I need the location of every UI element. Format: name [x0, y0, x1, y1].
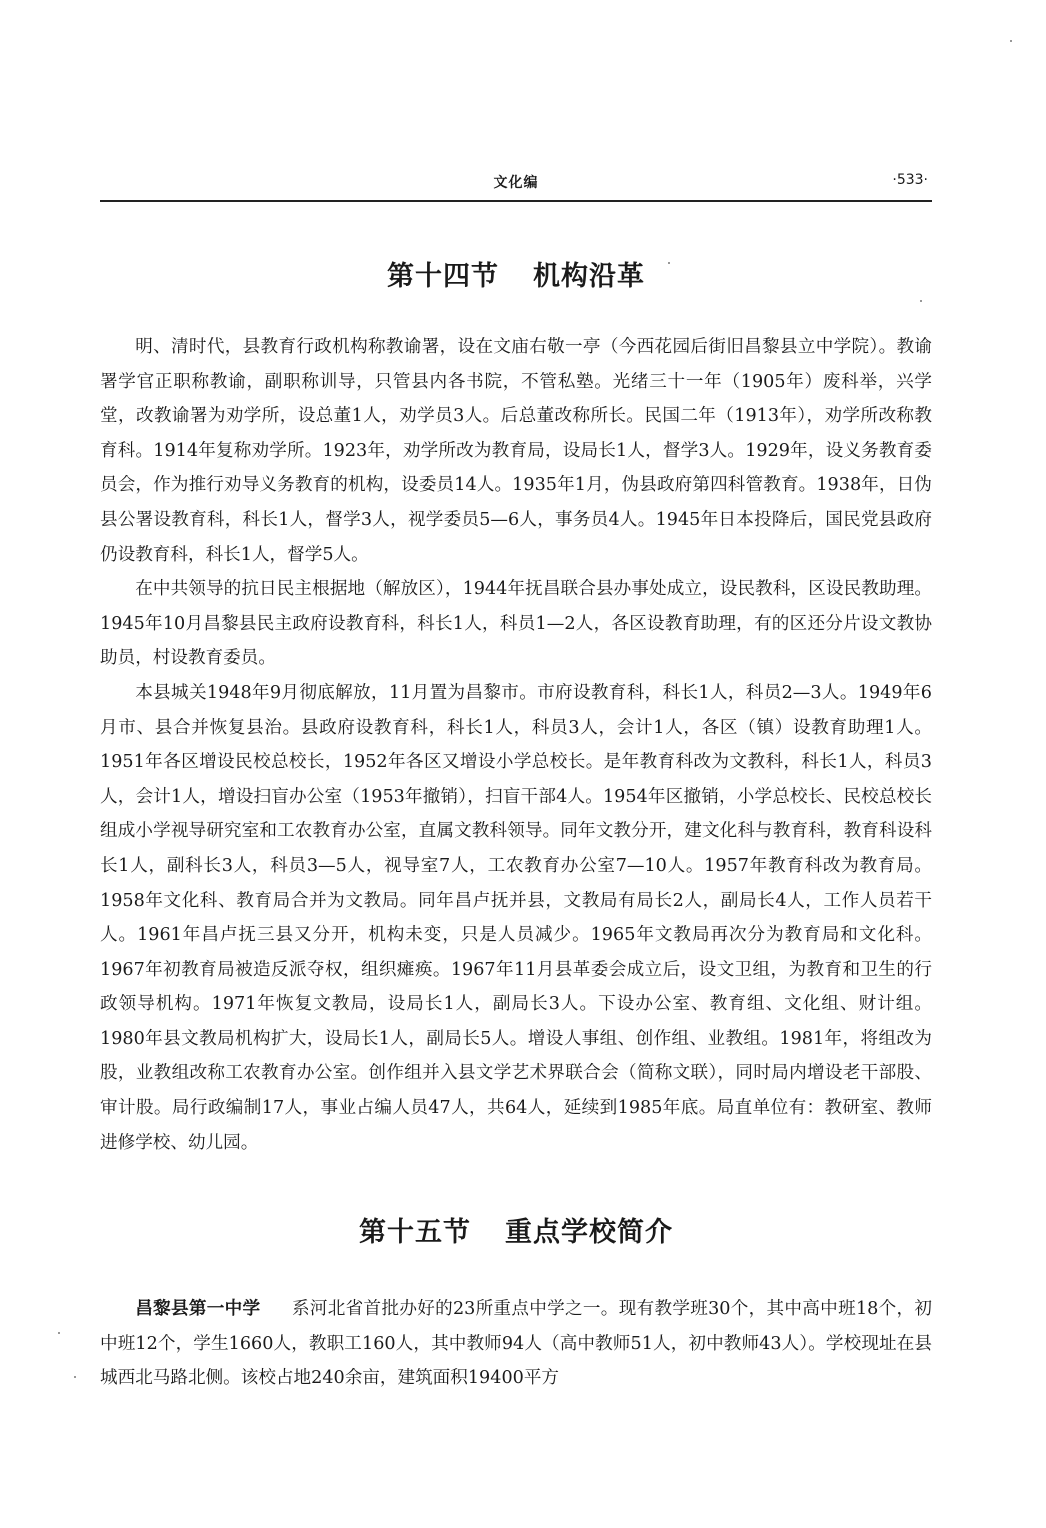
section-14-number: 第十四节	[387, 261, 499, 292]
scan-speck	[920, 300, 922, 302]
section-15-number: 第十五节	[359, 1217, 471, 1248]
section-14-body	[100, 330, 932, 1160]
section-15-heading	[100, 1210, 932, 1249]
section-14-heading	[100, 254, 932, 293]
page-number: ·533·	[892, 172, 928, 188]
section-14-title: 机构沿革	[533, 261, 645, 292]
section-15-body	[100, 1292, 932, 1396]
scan-speck	[74, 1376, 76, 1378]
paragraph	[100, 1292, 932, 1396]
running-title: 文化编	[493, 175, 539, 191]
paragraph: 明、清时代，县教育行政机构称教谕署，设在文庙右敬一亭（今西花园后街旧昌黎县立中学院）。教谕署学官正职称教谕，副职称训导，只管县内各书院，不管私塾。光绪三十一年（1905年）废科举，兴学堂，改教谕署为劝学所，设总董1人，劝学员3人。后总董改称所长。民国二年（1913年），劝学所改称教育科。1914年复称劝学所。1923年，劝学所改为教育局，设局长1人，督学3人。1929年，设义务教育委员会，作为推行劝导义务教育的机构，设委员14人。1935年1月，伪县政府第四科管教育。1938年，日伪县公署设教育科，科长1人，督学3人，视学委员5—6人，事务员4人。1945年日本投降后，国民党县政府仍设教育科，科长1人，督学5人。	[100, 337, 932, 565]
paragraph: 本县城关1948年9月彻底解放，11月置为昌黎市。市府设教育科，科长1人，科员2—3人。1949年6月市、县合并恢复县治。县政府设教育科，科长1人，科员3人，会计1人，各区（镇）设教育助理1人。1951年各区增设民校总校长，1952年各区又增设小学总校长。是年教育科改为文教科，科长1人，科员3人，会计1人，增设扫盲办公室（1953年撤销），扫盲干部4人。1954年区撤销，小学总校长、民校总校长组成小学视导研究室和工农教育办公室，直属文教科领导。同年文教分开，建文化科与教育科，教育科设科长1人，副科长3人，科员3—5人，视导室7人，工农教育办公室7—10人。1957年教育科改为教育局。1958年文化科、教育局合并为文教局。同年昌卢抚并县，文教局有局长2人，副局长4人，工作人员若干人。1961年昌卢抚三县又分开，机构未变，只是人员减少。1965年文教局再次分为教育局和文化科。1967年初教育局被造反派夺权，组织瘫痪。1967年11月县革委会成立后，设文卫组，为教育和卫生的行政领导机构。1971年恢复文教局，设局长1人，副局长3人。下设办公室、教育组、文化组、财计组。1980年县文教局机构扩大，设局长1人，副局长5人。增设人事组、创作组、业教组。1981年，将组改为股，业教组改称工农教育办公室。创作组并入县文学艺术界联合会（简称文联），同时局内增设老干部股、审计股。局行政编制17人，事业占编人员47人，共64人，延续到1985年底。局直单位有：教研室、教师进修学校、幼儿园。	[100, 682, 932, 1153]
running-header	[100, 172, 932, 194]
school-name: 昌黎县第一中学	[135, 1299, 261, 1319]
header-rule	[100, 200, 932, 202]
section-15-title: 重点学校简介	[505, 1217, 673, 1248]
paragraph: 在中共领导的抗日民主根据地（解放区），1944年抚昌联合县办事处成立，设民教科，区设民教助理。1945年10月昌黎县民主政府设教育科，科长1人，科员1—2人，各区设教育助理，有的区还分片设文教协助员，村设教育委员。	[100, 579, 932, 669]
scan-speck	[668, 262, 670, 264]
scan-speck	[58, 1332, 60, 1334]
school-description: 系河北省首批办好的23所重点中学之一。现有教学班30个，其中高中班18个，初中班12个，学生1660人，教职工160人，其中教师94人（高中教师51人，初中教师43人）。学校现址在县城西北马路北侧。该校占地240余亩，建筑面积19400平方	[100, 1299, 932, 1389]
scan-speck	[1010, 40, 1012, 42]
